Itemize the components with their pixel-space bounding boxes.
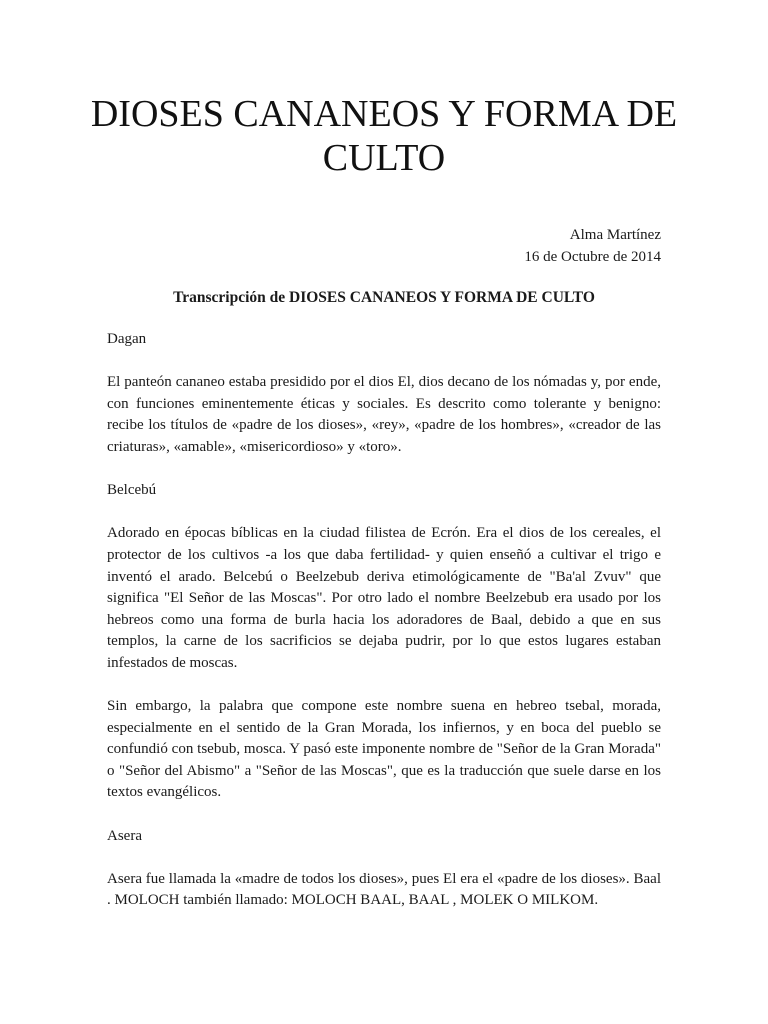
section-heading-asera: Asera [107,827,142,844]
publish-date: 16 de Octubre de 2014 [524,249,661,265]
paragraph-belcebu-1: Adorado en épocas bíblicas en la ciudad filistea de Ecrón. Era el dios de los cereales, el protector de los cultivos -a los que daba fertilidad- y quien enseñó a cultivar el trigo e inventó el arado. Belcebú o Beelzebub deriva etimológicamente de "Ba'al Zvuv" que significa "El Señor de las Moscas". Por otro lado el nombre Beelzebub era usado por los hebreos como una forma de burla hacia los adoradores de Baal, debido a que en sus templos, la carne de los sacrificios se dejaba pudrir, por lo que estos lugares estaban infestados de moscas. [107,525,661,671]
author-date-block [524,224,661,268]
document-body [107,329,661,934]
author-name: Alma Martínez [569,227,661,243]
section-heading-belcebu: Belcebú [107,482,157,499]
paragraph-dagan: El panteón cananeo estaba presidido por el dios El, dios decano de los nómadas y, por ende, con funciones eminentemente éticas y sociales. Es descrito como tolerante y benigno: recibe los títulos de «padre de los dioses», «rey», «padre de los hombres», «creador de las criaturas», «amable», «misericordioso» y «toro». [107,374,661,455]
paragraph-asera: Asera fue llamada la «madre de todos los dioses», pues El era el «padre de los dioses». Baal . MOLOCH también llamado: MOLOCH BAAL, BAAL , MOLEK O MILKOM. [107,870,661,909]
section-heading-dagan: Dagan [107,331,147,347]
paragraph-belcebu-2: Sin embargo, la palabra que compone este nombre suena en hebreo tsebal, morada, especialmente en el sentido de la Gran Morada, los infiernos, y en boca del pueblo se confundió con tsebub, mosca. Y pasó este imponente nombre de "Señor de la Gran Morada" o "Señor del Abismo" a "Señor de las Moscas", que es la traducción que suele darse en los textos evangélicos. [107,698,661,801]
transcription-subtitle: Transcripción de DIOSES CANANEOS Y FORMA DE CULTO [173,289,595,306]
document-title: DIOSES CANANEOS Y FORMA DE CULTO [90,93,678,179]
